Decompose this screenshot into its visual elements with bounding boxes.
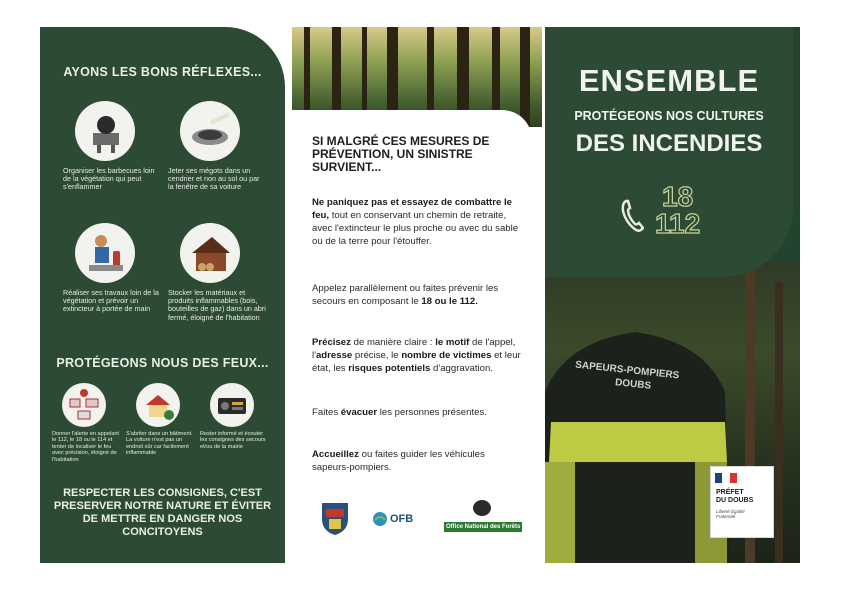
paragraph-text: de l'appel, l' [312,337,516,361]
protect-caption: Donner l'alerte en appelant le 112, le 18 ou le 114 et tenter de localiser le feu avec précision, éloigné de l'habitation [52,431,119,463]
paragraph-fight [312,196,524,248]
protect-alert [52,383,122,463]
ofb-logo-text: OFB [390,513,414,525]
paragraph-bold: Ne paniquez pas et essayez de combattre le feu, [312,197,512,221]
tip-storage [168,223,268,322]
title-ensemble: ENSEMBLE [578,63,760,98]
paragraph-text: Faites [312,407,341,418]
paragraph-bold: évacuer [340,407,378,418]
prefet-motto: Liberté Égalité Fraternité [716,509,745,519]
paragraph-details [312,336,524,375]
tip-caption: Stocker les matériaux et produits inflammables (bois, bouteilles de gaz) dans un abri fermé, éloigné de l'habitation [168,288,266,322]
tip-caption: Jeter ses mégots dans un cendrier et non au sol ou par la fenêtre de sa voiture [168,166,260,192]
paragraph-text: d'aggravation. [430,363,494,374]
prefet-title-line1: PRÉFET [716,489,744,496]
reflexes-heading: AYONS LES BONS RÉFLEXES... [63,65,262,79]
middle-panel [292,27,542,563]
paragraph-text: et leur état, les [312,350,521,374]
onf-logo-text: Office National des Forêts [446,524,521,530]
tip-caption: Organiser les barbecues loin de la végétation qui peut s'enflammer [63,166,155,192]
title-protegeons: PROTÉGEONS NOS CULTURES [574,109,764,123]
ofb-logo [372,511,413,527]
paragraph-text: Appelez parallèlement ou faites prévenir les secours en composant le [312,283,499,307]
french-flag-icon [715,473,737,483]
info-card [292,110,532,490]
shed-icon [180,223,240,283]
barbecue-icon [75,101,135,161]
paragraph-guide [312,448,524,474]
title-card [545,27,793,277]
paragraph-text: ou faites guider les véhicules sapeurs-pompiers. [312,449,485,473]
closing-message: RESPECTER LES CONSIGNES, C'EST PRESERVER NOTRE NATURE ET ÉVITER DE METTRE EN DANGER NOS CONCITOYENS [53,487,272,538]
radio-icon [210,383,254,427]
protect-shelter [126,383,196,457]
paragraph-bold: 18 ou le 112. [421,296,478,307]
paragraph-text: précise, le [352,350,402,361]
prefet-title-line2: DU DOUBS [716,497,754,504]
protect-caption: Rester informé et écouter les consignes des secours et/ou de la mairie [200,431,266,450]
phone-icon [620,199,644,238]
paragraph-text: de manière claire : [350,337,436,348]
prefet-logo [710,466,774,538]
tip-works [63,223,163,314]
jacket-text-line2: DOUBS [614,377,652,392]
onf-logo [444,499,522,532]
title-incendies: DES INCENDIES [575,130,763,157]
house-shelter-icon [136,383,180,427]
protect-radio [200,383,270,450]
worker-extinguisher-icon [75,223,135,283]
paragraph-text: les personnes présentes. [377,407,487,418]
tip-caption: Réaliser ses travaux loin de la végétation et prévoir un extincteur à portée de main [63,288,159,314]
section-title: SI MALGRÉ CES MESURES DE PRÉVENTION, UN SINISTRE SURVIENT... [312,134,490,174]
paragraph-call [312,282,524,308]
protect-heading: PROTÉGEONS NOUS DES FEUX... [56,356,269,370]
number-18: 18 [662,181,694,212]
sdis-shield-logo [320,501,350,542]
paragraph-bold: Accueillez [312,449,359,460]
jacket-text-line1: SAPEURS-POMPIERS [574,359,680,382]
ashtray-icon [180,101,240,161]
emergency-numbers [655,183,700,237]
paragraph-bold: nombre de victimes [401,350,492,361]
tip-cigarette [168,101,268,192]
number-112: 112 [655,208,701,239]
prefet-title [716,489,753,505]
tip-barbecue [63,101,163,192]
paragraph-bold: Précisez [312,337,351,348]
paragraph-bold: le motif [435,337,470,348]
paragraph-evacuate [312,406,524,419]
left-panel [40,27,285,563]
protect-caption: S'abriter dans un bâtiment. La voiture n'est pas un endroit sûr car facilement inflammable [126,431,193,457]
phone-alert-icon [62,383,106,427]
paragraph-bold: adresse [315,350,353,361]
paragraph-text: tout en conservant un chemin de retraite, avec l'extincteur le plus proche ou avec du sable ou de la terre pour l'étouffer. [312,210,519,247]
paragraph-bold: risques potentiels [348,363,431,374]
